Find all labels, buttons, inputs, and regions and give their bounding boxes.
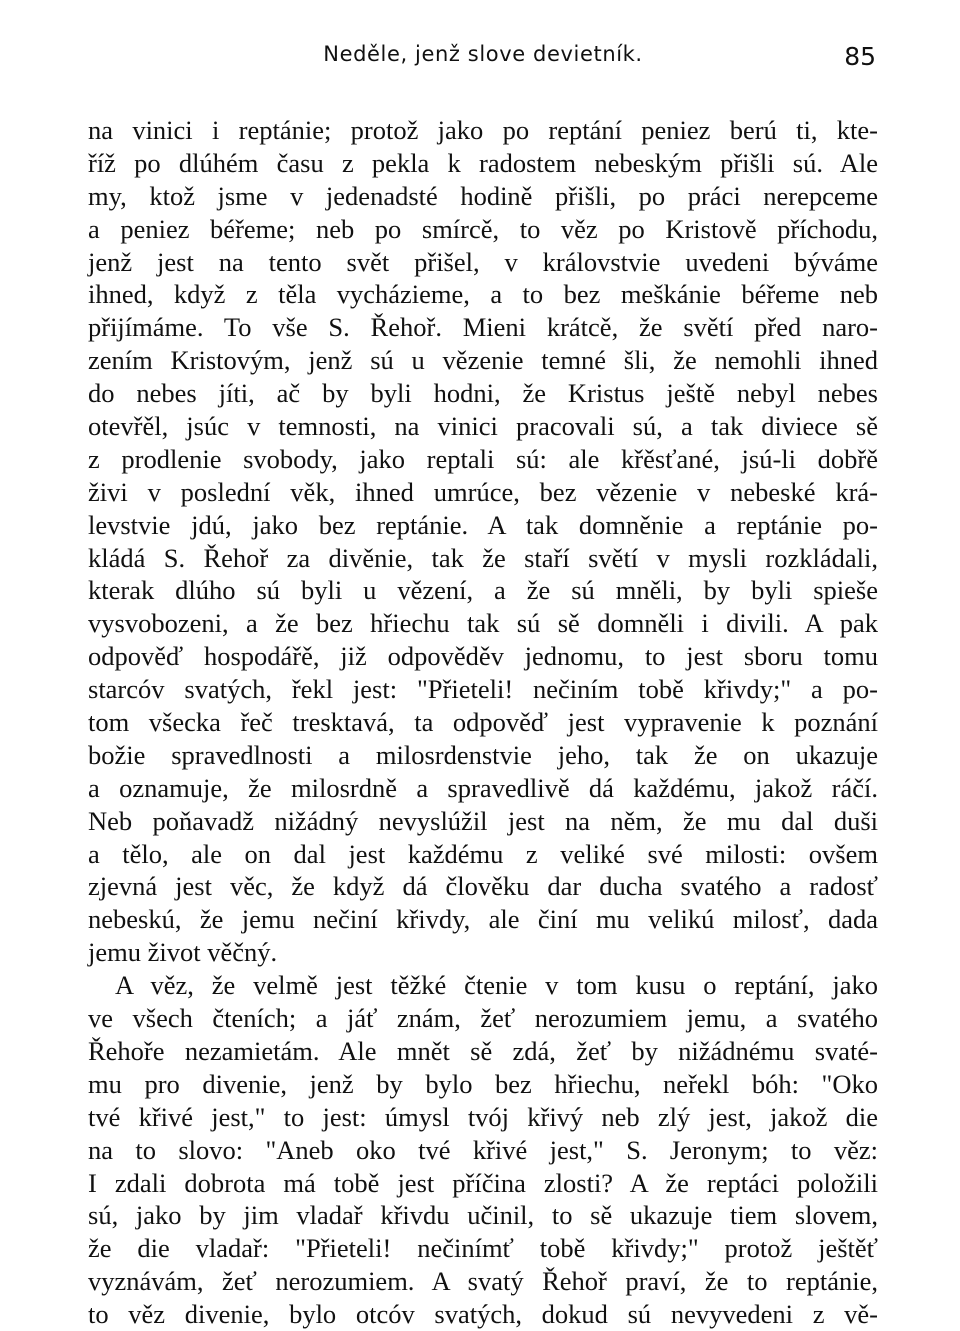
text-line: kládá S. Řehoř za divěnie, tak že staří světí v mysli rozkládali, xyxy=(88,542,878,573)
text-line: zením Kristovým, jenž sú u vězenie temné šli, že nemohli ihned xyxy=(88,345,878,376)
text-line: Řehoře nezamietám. Ale mnět sě zdá, žeť by nižádnému svaté- xyxy=(88,1035,878,1066)
text-line: na to slovo: "Aneb oko tvé křivé jest," S. Jeronym; to věz: xyxy=(88,1134,878,1165)
running-title: Neděle, jenž slove devietník. xyxy=(323,42,643,66)
text-line: z prodlenie svobody, jako reptali sú: ale křěsťané, jsú-li dobřě xyxy=(88,443,878,474)
text-line: vyznávám, žeť nerozumiem. A svatý Řehoř praví, že to reptánie, xyxy=(88,1266,878,1297)
text-line: levstvie jdú, jako bez reptánie. A tak domněnie a reptánie po- xyxy=(88,509,878,540)
text-line: vysvobozeni, a že bez hřiechu tak sú sě domněli i divili. A pak xyxy=(88,608,878,639)
text-line: tvé křivé jest," to jest: úmysl tvój křivý neb zlý jest, jakož die xyxy=(88,1101,878,1132)
text-line: živi v poslední věk, ihned umrúce, bez vězenie v nebeské krá- xyxy=(88,476,878,507)
text-line: zjevná jest věc, že když dá člověku dar ducha svatého a radosť xyxy=(88,871,878,902)
text-line: starcóv svatých, řekl jest: "Přieteli! nečiním tobě křivdy;" a po- xyxy=(88,674,878,705)
text-line: že die vladař: "Přieteli! nečinímť tobě křivdy;" protož ještěť xyxy=(88,1233,878,1264)
page-header xyxy=(88,40,878,80)
text-line: otevřěl, jsúc v temnosti, na vinici pracovali sú, a tak diviece sě xyxy=(88,411,878,442)
paragraph-end-line: jemu život věčný. xyxy=(88,937,278,968)
text-line: Neb poňavadž nižádný nevyslúžil jest na něm, že mu dal duši xyxy=(88,805,878,836)
text-line: kterak dlúho sú byli u vězení, a že sú mněli, by byli spieše xyxy=(88,575,878,606)
body-text xyxy=(88,114,878,1331)
text-line: ve všech čteních; a jáť znám, žeť nerozumiem jemu, a svatého xyxy=(88,1003,878,1034)
text-line: do nebes jíti, ač by byli hodni, že Kristus ještě nebyl nebes xyxy=(88,378,878,409)
text-line: a peniez béřeme; neb po smírcě, to věz po Kristově příchodu, xyxy=(88,213,878,244)
text-line: sú, jako by jim vladař křivdu učinil, to sě ukazuje tiem slovem, xyxy=(88,1200,878,1231)
page-number: 85 xyxy=(844,42,876,71)
text-line: I zdali dobrota má tobě jest příčina zlosti? A že reptáci položili xyxy=(88,1167,878,1198)
text-line: na vinici i reptánie; protož jako po reptání peniez berú ti, kte- xyxy=(88,115,878,145)
text-line: mu pro divenie, jenž by bylo bez hřiechu, neřekl bóh: "Oko xyxy=(88,1068,878,1099)
paragraph-start-line: A věz, že velmě jest těžké čtenie v tom kusu o reptání, jako xyxy=(115,970,878,1001)
text-line: přijímáme. To vše S. Řehoř. Mieni krátcě, že světí před naro- xyxy=(88,312,878,343)
text-line: božie spravedlnosti a milosrdenstvie jeho, tak že on ukazuje xyxy=(88,739,878,770)
text-line: jenž jest na tento svět přišel, v královstvie uvedeni býváme xyxy=(88,246,878,277)
text-line: a oznamuje, že milosrdně a spravedlivě dá každému, jakož ráčí. xyxy=(88,772,878,803)
text-line: my, ktož jsme v jedenadsté hodině přišli, po práci nerepceme xyxy=(88,180,878,211)
text-line: odpověď hospodářě, již odpověděv jednomu, to jest sboru tomu xyxy=(88,641,878,672)
text-line: tom všecka řeč tresktavá, ta odpověď jest vypravenie k poznání xyxy=(88,707,878,738)
text-line: nebeskú, že jemu nečiní křivdy, ale činí mu velikú milosť, dada xyxy=(88,904,878,935)
text-line: říž po dlúhém času z pekla k radostem nebeským přišli sú. Ale xyxy=(88,147,878,178)
text-line: a tělo, ale on dal jest každému z veliké své milosti: ovšem xyxy=(88,838,878,869)
text-line: ihned, když z těla vycházieme, a to bez meškánie béřeme neb xyxy=(88,279,878,310)
text-line: to věz divenie, bylo otcóv svatých, dokud sú nevyvedeni z vě- xyxy=(88,1299,878,1330)
